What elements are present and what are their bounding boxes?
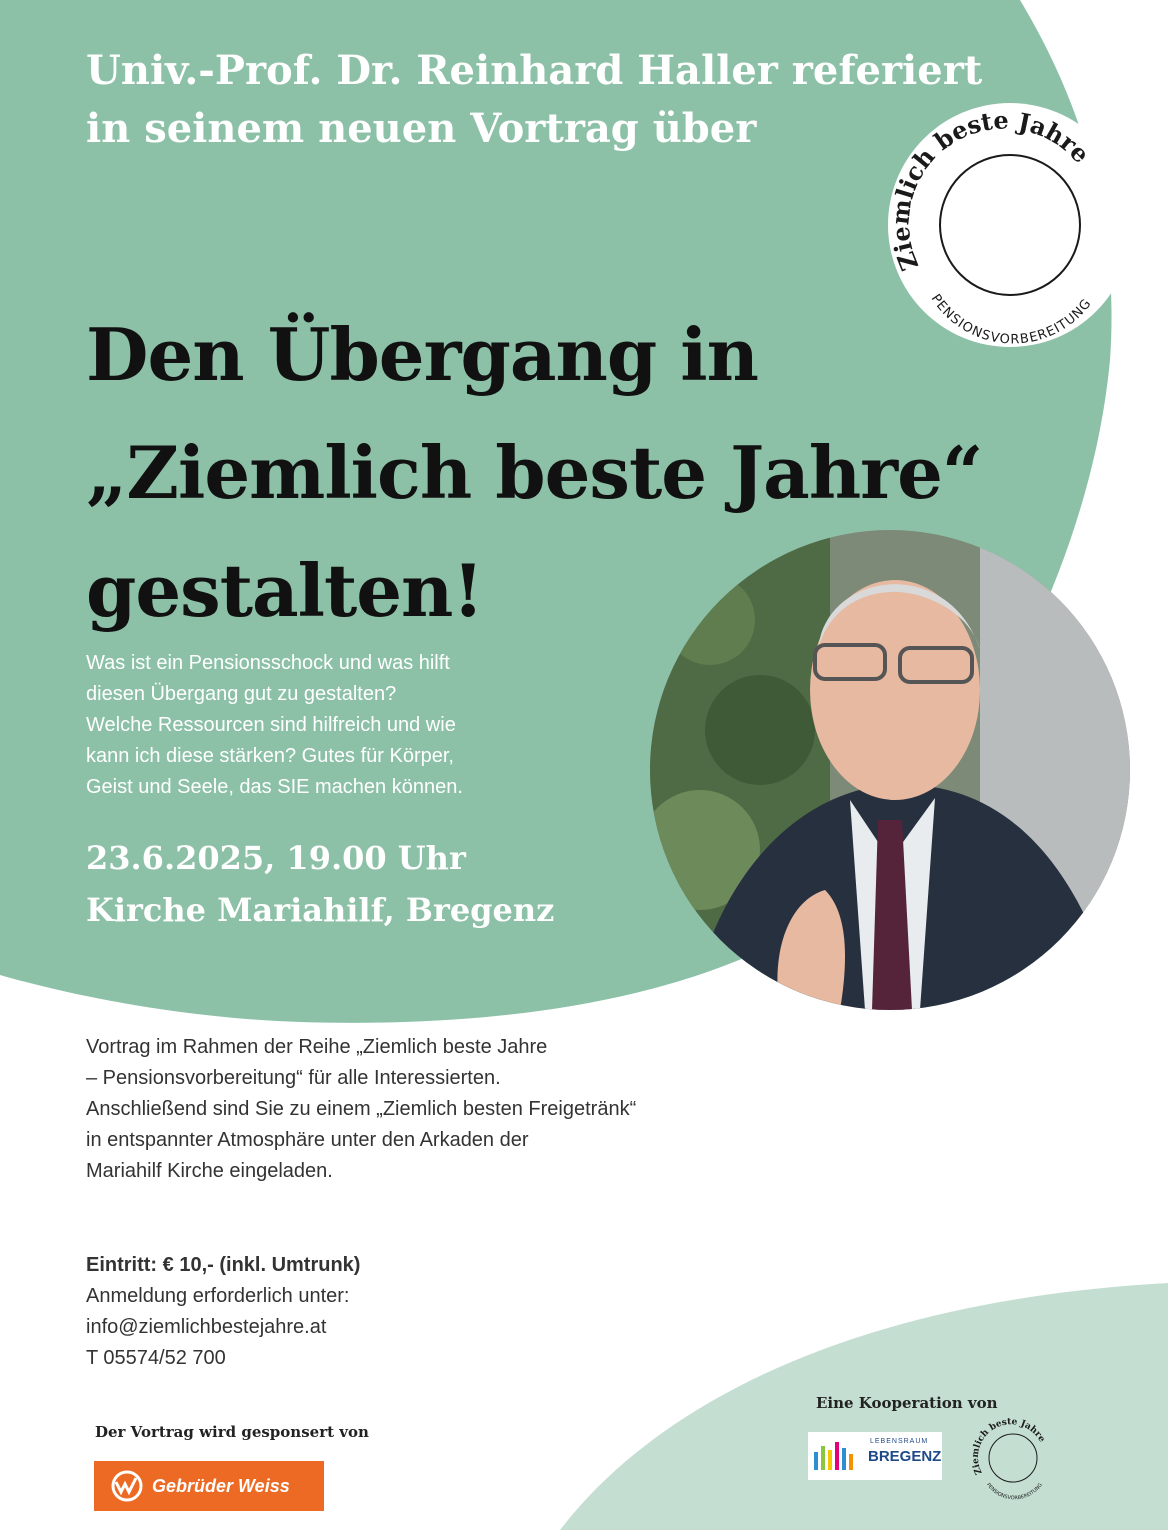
questions-line: diesen Übergang gut zu gestalten?: [86, 683, 397, 705]
intro-line-1: Univ.-Prof. Dr. Reinhard Haller referiert: [86, 47, 983, 94]
headline-line-3: gestalten!: [86, 548, 483, 633]
questions-line: Was ist ein Pensionsschock und was hilft: [86, 652, 450, 674]
event-location: Kirche Mariahilf, Bregenz: [86, 891, 555, 929]
contact-phone: T 05574/52 700: [86, 1347, 226, 1369]
questions-line: Welche Ressourcen sind hilfreich und wie: [86, 714, 456, 736]
small-badge-title: Ziemlich beste Jahre: [970, 1417, 1047, 1476]
event-info: [86, 832, 646, 936]
description-line: – Pensionsvorbereitung“ für alle Interessierten.: [86, 1067, 501, 1089]
contact-email[interactable]: info@ziemlichbestejahre.at: [86, 1316, 327, 1338]
questions-line: Geist und Seele, das SIE machen können.: [86, 776, 463, 798]
intro-line-2: in seinem neuen Vortrag über: [86, 105, 757, 152]
lebensraum-mark-icon: [808, 1432, 864, 1480]
bregenz-text: BREGENZ: [868, 1448, 942, 1465]
badge-title: Ziemlich beste Jahre: [885, 105, 1096, 275]
speaker-photo: [650, 530, 1130, 1010]
gw-logo-icon: [110, 1469, 144, 1503]
ziemlich-beste-jahre-badge-small: [970, 1415, 1056, 1501]
description-line: Mariahilf Kirche eingeladen.: [86, 1160, 333, 1182]
event-datetime: 23.6.2025, 19.00 Uhr: [86, 839, 466, 877]
svg-text:PENSIONSVORBEREITUNG: [985, 1482, 1044, 1501]
description-line: in entspannter Atmosphäre unter den Arkaden der: [86, 1129, 529, 1151]
speaker-intro: [86, 42, 986, 158]
contact-info: [86, 1250, 586, 1374]
registration-note: Anmeldung erforderlich unter:: [86, 1285, 350, 1307]
gebrueder-weiss-logo: [94, 1461, 324, 1511]
questions-line: kann ich diese stärken? Gutes für Körper,: [86, 745, 454, 767]
sponsor-name: Gebrüder Weiss: [152, 1475, 290, 1496]
headline-line-2: „Ziemlich beste Jahre“: [86, 430, 983, 515]
badge-subtitle: PENSIONSVORBEREITUNG: [927, 291, 1095, 348]
sponsor-label: Der Vortrag wird gesponsert von: [95, 1423, 369, 1441]
description-line: Anschließend sind Sie zu einem „Ziemlich besten Freigetränk“: [86, 1098, 637, 1120]
lebensraum-bregenz-logo: [808, 1432, 942, 1480]
questions-text: [86, 648, 606, 803]
cooperation-label: Eine Kooperation von: [816, 1394, 998, 1412]
lebensraum-text: LEBENSRAUM: [870, 1438, 929, 1445]
description: [86, 1032, 786, 1187]
small-badge-subtitle: PENSIONSVORBEREITUNG: [985, 1482, 1044, 1501]
entry-fee: Eintritt: € 10,- (inkl. Umtrunk): [86, 1254, 361, 1276]
description-line: Vortrag im Rahmen der Reihe „Ziemlich beste Jahre: [86, 1036, 548, 1058]
headline-line-1: Den Übergang in: [86, 312, 758, 397]
